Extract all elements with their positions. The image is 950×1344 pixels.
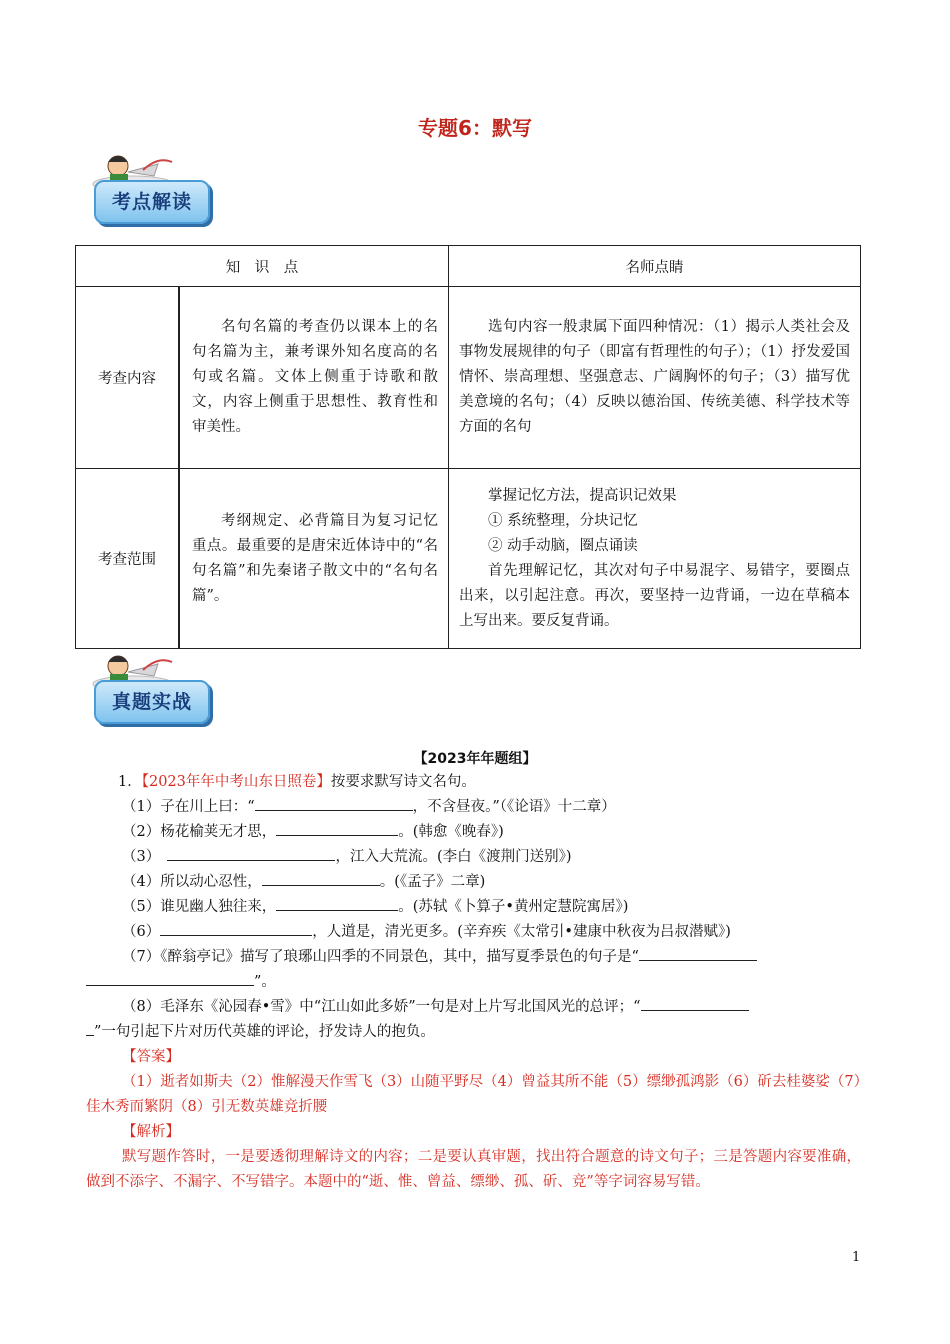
fill-item-8: （8）毛泽东《沁园春•雪》中“江山如此多娇”一句是对上片写北国风光的总评；“ ”一句引起下片对历代英雄的评论，抒发诗人的抱负。 <box>86 995 861 1045</box>
fill-item-7: （7）《醉翁亭记》描写了琅琊山四季的不同景色，其中，描写夏季景色的句子是“ ”。 <box>86 945 861 995</box>
badge-label: 考点解读 <box>94 180 210 224</box>
fill-item: （1）子在川上曰：“ ，不含昼夜。”（《论语》十二章） <box>122 795 897 820</box>
knowledge-table <box>75 245 861 649</box>
answer-blank[interactable] <box>255 795 413 811</box>
table-header-tips: 名师点睛 <box>449 246 861 287</box>
tips-line: ① 系统整理，分块记忆 <box>488 512 638 529</box>
answer-blank[interactable] <box>167 845 335 861</box>
fill-item: （2）杨花榆荚无才思， 。(韩愈《晚春》) <box>122 820 897 845</box>
table-header-knowledge: 知 识 点 <box>76 246 449 287</box>
tips-line: ② 动手动脑，圈点诵读 <box>488 537 638 554</box>
page-title: 专题6：默写 <box>418 116 532 140</box>
badge-label: 真题实战 <box>94 680 210 724</box>
answer-blank[interactable] <box>641 995 749 1011</box>
answer-blank[interactable] <box>639 945 757 961</box>
row-scope-tips <box>449 469 861 649</box>
tips-line: 首先理解记忆，其次对句子中易混字、易错字，要圈点出来，以引起注意。再次，要坚持一边背诵，一边在草稿本上写出来。要反复背诵。 <box>459 562 850 629</box>
answer-blank[interactable] <box>276 820 398 836</box>
question-prompt: 按要求默写诗文名句。 <box>330 774 476 790</box>
answer-blank[interactable] <box>86 970 254 986</box>
tips-paragraph: 选句内容一般隶属下面四种情况：（1）揭示人类社会及事物发展规律的句子（即富有哲理性的句子）；（1）抒发爱国情怀、崇高理想、坚强意志、广阔胸怀的句子；（3）描写优美意境的名句；（4）反映以德治国、传统美德、科学技术等方面的名句 <box>459 319 850 435</box>
question-number: 1． <box>118 774 142 790</box>
page-number: 1 <box>852 1250 861 1265</box>
analysis-text: 默写题作答时，一是要透彻理解诗文的内容；二是要认真审题，找出符合题意的诗文句子；三是答题内容要准确，做到不添字、不漏字、不写错字。本题中的“逝、惟、曾益、缥缈、孤、斫、竞”等字词容易写错。 <box>86 1149 861 1190</box>
question-line <box>118 770 863 795</box>
question-source: 【2023年年中考山东日照卷】 <box>141 774 331 790</box>
fill-item: （3） ，江入大荒流。(李白《渡荆门送别》) <box>122 845 897 870</box>
row-label-scope: 考查范围 <box>76 469 180 649</box>
answer-blank[interactable] <box>276 895 398 911</box>
fill-item: （4）所以动心忍性， 。(《孟子》二章) <box>122 870 897 895</box>
row-scope-knowledge: 考纲规定、必背篇目为复习记忆重点。最重要的是唐宋近体诗中的“名句名篇”和先秦诸子散文中的“名句名篇”。 <box>179 469 449 649</box>
row-label-content: 考查内容 <box>76 287 180 469</box>
row-content-knowledge: 名句名篇的考查仍以课本上的名句名篇为主，兼考课外知名度高的名句或名篇。文体上侧重于诗歌和散文，内容上侧重于思想性、教育性和审美性。 <box>179 287 449 469</box>
answer-blank[interactable] <box>86 1020 94 1036</box>
answer-blank[interactable] <box>160 920 312 936</box>
section-badge-kaodian <box>84 150 214 228</box>
analysis-label: 【解析】 <box>122 1124 180 1140</box>
fill-item: （5）谁见幽人独往来， 。(苏轼《卜算子•黄州定慧院寓居》) <box>122 895 897 920</box>
fill-item: （6） ，人道是，清光更多。(辛弃疾《太常引•建康中秋夜为吕叔潜赋》) <box>122 920 897 945</box>
answer-blank[interactable] <box>262 870 380 886</box>
tips-line: 掌握记忆方法，提高识记效果 <box>488 487 677 504</box>
row-content-tips <box>449 287 861 469</box>
group-heading: 【2023年年题组】 <box>413 751 537 767</box>
section-badge-zhenti <box>84 650 214 728</box>
answer-text: （1）逝者如斯夫（2）惟解漫天作雪飞（3）山随平野尽（4）曾益其所不能（5）缥缈孤鸿影（6）斫去桂婆娑（7）佳木秀而繁阴（8）引无数英雄竞折腰 <box>86 1074 861 1115</box>
answer-label: 【答案】 <box>122 1049 180 1065</box>
